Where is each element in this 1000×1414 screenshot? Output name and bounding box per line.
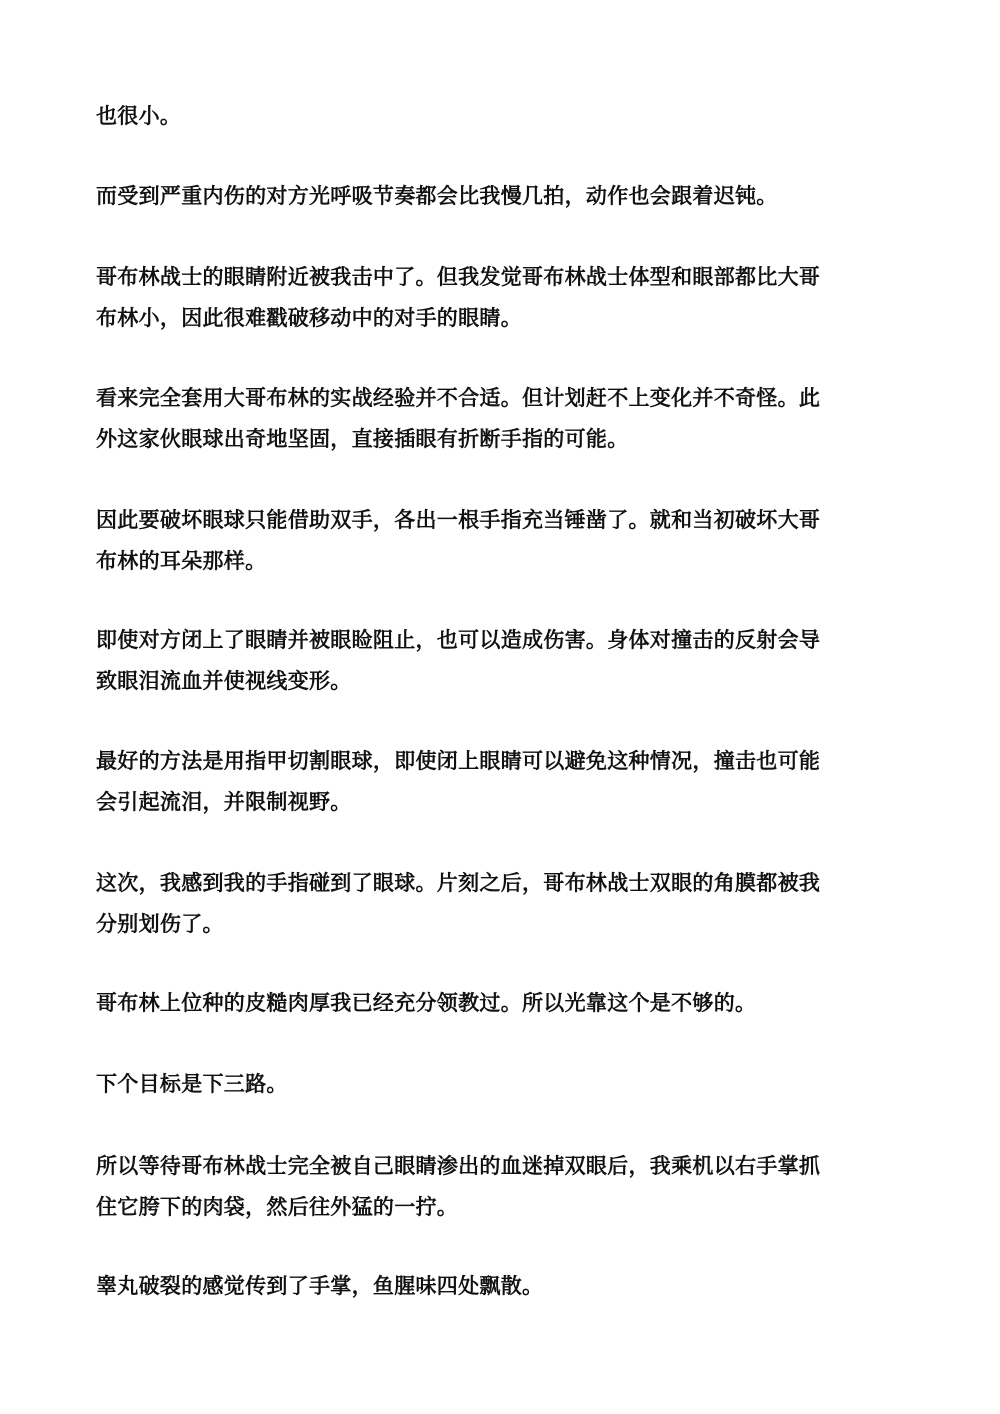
text-line: 哥布林上位种的皮糙肉厚我已经充分领教过。所以光靠这个是不够的。 — [96, 991, 757, 1015]
text-line: 分别划伤了。 — [96, 912, 224, 936]
text-line: 这次，我感到我的手指碰到了眼球。片刻之后，哥布林战士双眼的角膜都被我 — [96, 871, 821, 895]
text-line: 布林小，因此很难戳破移动中的对手的眼睛。 — [96, 306, 522, 330]
paragraph-2 — [96, 176, 906, 217]
text-line: 也很小。 — [96, 104, 182, 128]
text-line: 住它胯下的肉袋，然后往外猛的一拧。 — [96, 1195, 459, 1219]
paragraph-10 — [96, 1064, 906, 1105]
text-line: 而受到严重内伤的对方光呼吸节奏都会比我慢几拍，动作也会跟着迟钝。 — [96, 184, 778, 208]
text-line: 所以等待哥布林战士完全被自己眼睛渗出的血迷掉双眼后，我乘机以右手掌抓 — [96, 1154, 821, 1178]
text-line: 会引起流泪，并限制视野。 — [96, 790, 352, 814]
paragraph-11 — [96, 1146, 906, 1228]
paragraph-4 — [96, 378, 906, 460]
text-line: 最好的方法是用指甲切割眼球，即使闭上眼睛可以避免这种情况，撞击也可能 — [96, 749, 821, 773]
paragraph-12 — [96, 1266, 906, 1307]
text-line: 看来完全套用大哥布林的实战经验并不合适。但计划赶不上变化并不奇怪。此 — [96, 386, 821, 410]
paragraph-5 — [96, 500, 906, 582]
text-line: 因此要破坏眼球只能借助双手，各出一根手指充当锤凿了。就和当初破坏大哥 — [96, 508, 821, 532]
paragraph-9 — [96, 983, 906, 1024]
paragraph-3 — [96, 257, 906, 339]
paragraph-8 — [96, 863, 906, 945]
text-line: 布林的耳朵那样。 — [96, 549, 267, 573]
text-line: 致眼泪流血并使视线变形。 — [96, 669, 352, 693]
paragraph-1 — [96, 96, 906, 137]
paragraph-6 — [96, 620, 906, 702]
text-line: 哥布林战士的眼睛附近被我击中了。但我发觉哥布林战士体型和眼部都比大哥 — [96, 265, 821, 289]
text-line: 下个目标是下三路。 — [96, 1072, 288, 1096]
text-line: 外这家伙眼球出奇地坚固，直接插眼有折断手指的可能。 — [96, 427, 629, 451]
text-line: 睾丸破裂的感觉传到了手掌，鱼腥味四处飘散。 — [96, 1274, 544, 1298]
text-line: 即使对方闭上了眼睛并被眼睑阻止，也可以造成伤害。身体对撞击的反射会导 — [96, 628, 821, 652]
paragraph-7 — [96, 741, 906, 823]
